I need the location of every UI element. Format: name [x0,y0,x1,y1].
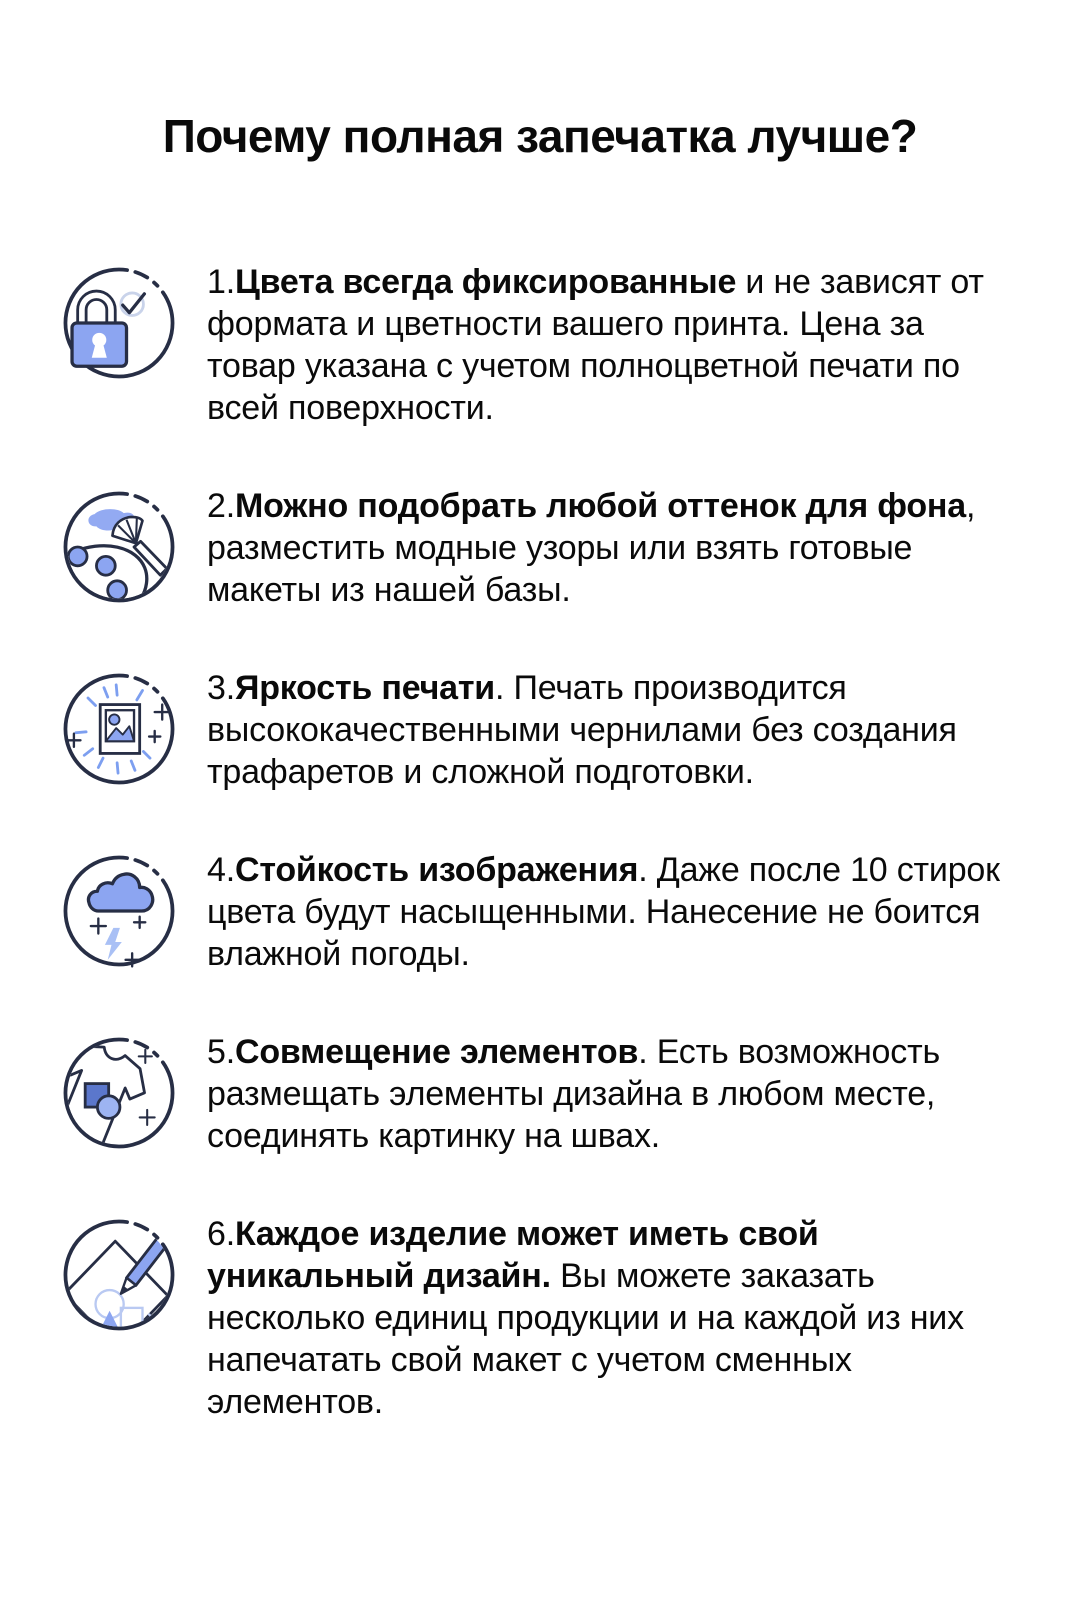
item-number: 6. [207,1214,235,1253]
item-rest-text: . Даже после 10 стирок цвета будут насыщенными. Нанесение не боится влажной погоды. [207,850,1000,973]
item-lead-text: Совмещение элементов [234,1032,639,1071]
benefit-item [57,667,1024,793]
item-rest-text: и не зависят от формата и цветности вашего принта. Цена за товар указана с учетом полноцветной печати по всей поверхности. [207,262,984,427]
item-lead-text: Можно подобрать любой оттенок для фона [234,486,966,525]
item-lead-text: Каждое изделие может иметь свой уникальный дизайн. [207,1214,819,1295]
benefit-icon [57,261,181,385]
item-rest-text: . Печать производится высококачественными чернилами без создания трафаретов и сложной подготовки. [207,668,957,791]
item-rest-text: . Есть возможность размещать элементы дизайна в любом месте, соединять картинку на швах. [207,1032,940,1155]
item-number: 5. [207,1032,235,1071]
item-number: 4. [207,850,235,889]
item-rest-text: , разместить модные узоры или взять готовые макеты из нашей базы. [207,486,976,609]
item-lead-text: Цвета всегда фиксированные [234,262,737,301]
page-title: Почему полная запечатка лучше? [162,110,918,162]
item-lead-text: Яркость печати [234,668,495,707]
item-body-text [207,485,1001,611]
tshirt-elements-icon [57,1031,181,1155]
item-body-text [207,849,1001,975]
item-rest-text: Вы можете заказать несколько единиц продукции и на каждой из них напечатать свой макет с учетом сменных элементов. [207,1256,964,1421]
item-body-text [207,667,1001,793]
item-number: 2. [207,486,235,525]
item-lead-text: Стойкость изображения [234,850,639,889]
bright-print-icon [57,667,181,791]
benefit-icon [57,667,181,791]
item-number: 1. [207,262,235,301]
cloud-weather-icon [57,849,181,973]
item-body-text [207,1213,1001,1423]
item-number: 3. [207,668,235,707]
palette-brush-icon [57,485,181,609]
benefit-icon [57,849,181,973]
benefit-item [57,261,1024,429]
benefit-icon [57,485,181,609]
item-body-text [207,1031,1001,1157]
benefit-item [57,1213,1024,1423]
benefit-icon [57,1213,181,1337]
benefit-item [57,485,1024,611]
benefit-icon [57,1031,181,1155]
benefit-item [57,1031,1024,1157]
pencil-design-icon [57,1213,181,1337]
benefits-list [0,261,1080,1423]
benefit-item [57,849,1024,975]
lock-check-icon [57,261,181,385]
item-body-text [207,261,1001,429]
